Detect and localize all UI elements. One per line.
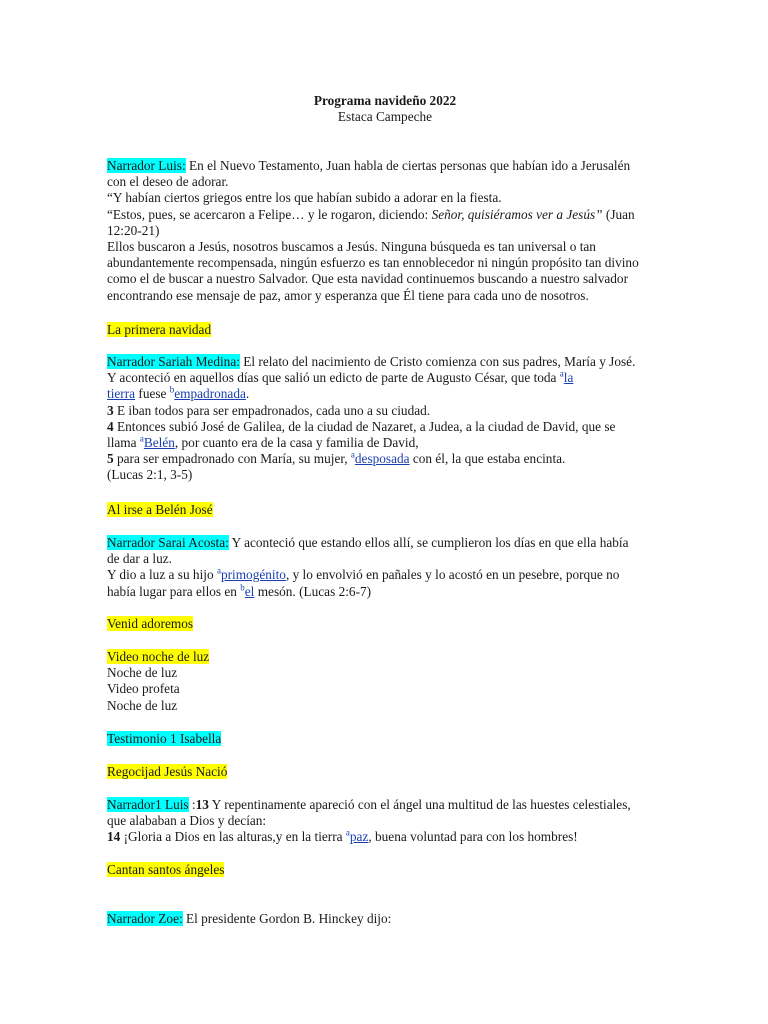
scripture-link[interactable]: primogénito	[220, 567, 286, 583]
heading-primera-navidad: La primera navidad	[107, 322, 212, 337]
scripture-link[interactable]: Belén	[143, 435, 175, 451]
heading-al-irse: Al irse a Belén José	[107, 502, 213, 517]
scripture-link[interactable]: la	[563, 370, 574, 386]
narration-luis-2: Narrador1 Luis :13 Y repentinamente apareció con el ángel una multitud de las huestes celestiales, que alababan a Dios y decían: 14 ¡Gloria a Dios en las alturas,y en la tierra $^a$paz, buena voluntad para con los hombres!	[107, 797, 663, 846]
text: encontrando ese mensaje de paz, amor y esperanza que Él tiene para cada uno de nosotros.	[107, 287, 589, 303]
scripture-link[interactable]: empadronada	[174, 386, 246, 402]
list-item: Video profeta	[107, 681, 180, 697]
footnote-marker[interactable]: b	[240, 582, 245, 593]
text: mesón. (Lucas 2:6-7)	[254, 583, 372, 599]
list-item: Noche de luz	[107, 665, 178, 681]
text: Y aconteció en aquellos días que salió un edicto de parte de Augusto César, que toda	[107, 370, 560, 386]
scripture-link[interactable]: desposada	[354, 451, 410, 467]
narration-sarai	[107, 535, 663, 600]
text: Y dio a luz a su hijo	[107, 567, 217, 583]
text: con el deseo de adorar.	[107, 174, 229, 190]
text: fuese	[135, 386, 170, 402]
text: El presidente Gordon B. Hinckey dijo:	[182, 911, 392, 926]
text: , buena voluntad para con los hombres!	[368, 829, 578, 845]
footnote-marker[interactable]: a	[350, 449, 355, 460]
scripture-link[interactable]: tierra	[107, 386, 136, 402]
footnote-marker[interactable]: a	[216, 565, 221, 576]
speaker-label: Narrador Sarai Acosta:	[107, 535, 229, 550]
heading-video-noche: Video noche de luz	[107, 649, 210, 664]
text: , por cuanto era de la casa y familia de David,	[174, 435, 419, 451]
narration-sariah: Narrador Sariah Medina: El relato del nacimiento de Cristo comienza con sus padres, María y José. Y aconteció en aquellos días que salió un edicto de parte de Augusto César, que toda $^a$la tierra fuese $^b$empadronada. 3 E iban todos para ser empadronados, cada uno a su ciudad. 4 Entonces subió José de Galilea, de la ciudad de Nazaret, a Judea, a la ciudad de David, que se llama $^a$Belén, por cuanto era de la casa y familia de David, 5 para ser empadronado con María, su mujer, $^a$desposada con él, la que estaba encinta. (Lucas 2:1, 3-5)	[107, 354, 663, 484]
text: abundantemente recompensada, ningún esfuerzo es tan ennoblecedor ni ningún propósito tan divino	[107, 255, 639, 271]
list-item: Noche de luz	[107, 697, 178, 713]
text: con él, la que estaba encinta.	[409, 451, 566, 467]
text: (Juan	[602, 206, 635, 222]
verse-number: 5	[107, 451, 114, 467]
footnote-marker[interactable]: b	[169, 384, 175, 395]
scripture-link[interactable]: el	[244, 583, 255, 599]
scripture-link[interactable]: paz	[349, 829, 369, 845]
narration-luis	[107, 158, 663, 304]
footnote-marker[interactable]: a	[139, 433, 144, 444]
text: , y lo envolvió en pañales y lo acostó en un pesebre, porque no	[285, 567, 620, 583]
speaker-label: Narrador Sariah Medina:	[107, 354, 240, 369]
text: había lugar para ellos en	[107, 583, 241, 599]
text: E iban todos para ser empadronados, cada uno a su ciudad.	[113, 402, 431, 418]
footnote-marker[interactable]: a	[559, 368, 564, 379]
narration-zoe	[107, 911, 663, 927]
text: “Y habían ciertos griegos entre los que habían subido a adorar en la fiesta.	[107, 190, 502, 206]
text: En el Nuevo Testamento, Juan habla de ciertas personas que habían ido a Jerusalén	[185, 158, 631, 173]
text: como el de buscar a nuestro Salvador. Que esta navidad continuemos buscando a nuestro salvador	[107, 271, 629, 287]
speaker-label: Narrador Luis:	[107, 158, 186, 173]
speaker-label: Narrador1 Luis	[107, 797, 189, 812]
text: “Estos, pues, se acercaron a Felipe… y le rogaron, diciendo:	[107, 206, 432, 222]
verse-number: 14	[107, 829, 121, 845]
text: El relato del nacimiento de Cristo comienza con sus padres, María y José.	[239, 354, 636, 369]
text: que alababan a Dios y decían:	[107, 813, 267, 829]
quote-italic: Señor, quisiéramos ver a Jesús”	[431, 206, 603, 222]
heading-cantan: Cantan santos ángeles	[107, 862, 225, 877]
heading-regocijad: Regocijad Jesús Nació	[107, 764, 228, 779]
verse-number: 4	[107, 418, 114, 434]
footnote-marker[interactable]: a	[345, 827, 350, 838]
text: Entonces subió José de Galilea, de la ciudad de Nazaret, a Judea, a la ciudad de David, que se	[113, 418, 616, 434]
text: 12:20-21)	[107, 222, 160, 238]
text: para ser empadronado con María, su mujer,	[113, 451, 351, 467]
text: Y repentinamente apareció con el ángel una multitud de las huestes celestiales,	[208, 797, 631, 812]
document-title: Programa navideño 2022	[313, 93, 457, 108]
speaker-label: Narrador Zoe:	[107, 911, 183, 926]
text: Y aconteció que estando ellos allí, se cumplieron los días en que ella había	[228, 535, 629, 550]
text: Ellos buscaron a Jesús, nosotros buscamos a Jesús. Ninguna búsqueda es tan universal o tan	[107, 239, 596, 255]
heading-venid: Venid adoremos	[107, 616, 194, 631]
video-section	[107, 649, 663, 714]
text: de dar a luz.	[107, 551, 172, 567]
verse-number: 3	[107, 402, 114, 418]
text: llama	[107, 435, 140, 451]
document-subtitle: Estaca Campeche	[337, 109, 433, 124]
text: (Lucas 2:1, 3-5)	[107, 467, 193, 483]
verse-number: 13	[195, 797, 209, 812]
heading-testimonio: Testimonio 1 Isabella	[107, 731, 222, 746]
text: ¡Gloria a Dios en las alturas,y en la tierra	[120, 829, 346, 845]
